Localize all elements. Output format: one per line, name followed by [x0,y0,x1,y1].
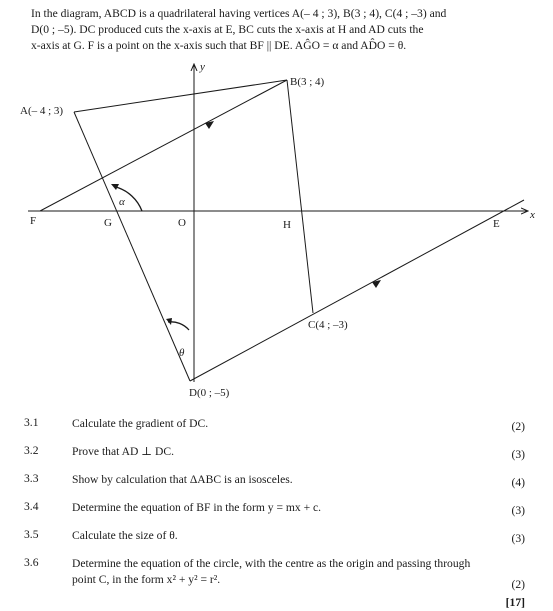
side-ad [74,112,190,381]
question-marks: (3) [511,504,525,517]
label-c: C(4 ; –3) [308,319,348,331]
side-bc [287,80,313,313]
line-de [190,200,524,381]
label-theta: θ [179,347,185,359]
question-text: Prove that AD ⊥ DC. [72,445,175,458]
intro-line-1: In the diagram, ABCD is a quadrilateral having vertices A(– 4 ; 3), B(3 ; 4), C(4 ; –3) and [31,7,447,20]
label-a: A(– 4 ; 3) [20,105,64,117]
question-item [0,444,553,474]
question-marks: (4) [511,476,525,489]
question-number: 3.4 [24,500,39,513]
intro-line-2: D(0 ; –5). DC produced cuts the x-axis at E, BC cuts the x-axis at H and AD cuts the [31,23,424,36]
label-x-axis: x [530,209,535,221]
question-text: Determine the equation of BF in the form y = mx + c. [72,501,322,514]
question-item [0,528,553,558]
label-b: B(3 ; 4) [290,76,325,88]
side-ab [74,80,287,112]
question-number: 3.5 [24,528,39,541]
question-item [0,556,553,596]
label-y-axis: y [200,61,205,73]
question-marks: (3) [511,532,525,545]
angle-theta-arrowhead [166,318,172,325]
label-d: D(0 ; –5) [189,387,230,399]
label-o: O [178,217,186,229]
question-text: Show by calculation that ΔABC is an isosceles. [72,473,293,486]
quadrilateral-diagram [0,56,553,406]
question-text: Calculate the gradient of DC. [72,417,209,430]
label-e: E [493,218,500,230]
label-g: G [104,217,112,229]
question-number: 3.3 [24,472,39,485]
question-number: 3.2 [24,444,39,457]
intro-line-3: x-axis at G. F is a point on the x-axis such that BF || DE. AĜO = α and AD̂O = θ. [31,39,407,52]
question-number: 3.1 [24,416,39,429]
label-h: H [283,219,291,231]
question-marks: (3) [511,448,525,461]
question-marks: (2) [511,578,525,591]
question-item [0,472,553,502]
question-number: 3.6 [24,556,39,569]
label-f: F [30,215,37,227]
question-text: Determine the equation of the circle, with the centre as the origin and passing through point C, in the form x² + y² = r². [72,557,471,586]
question-item [0,500,553,530]
problem-intro [31,6,531,54]
label-alpha: α [119,196,125,208]
line-bf [40,80,287,211]
total-marks: [17] [505,596,525,609]
question-text: Calculate the size of θ. [72,529,178,542]
question-marks: (2) [511,420,525,433]
parallel-arrow-bf [205,121,214,129]
question-item [0,416,553,446]
